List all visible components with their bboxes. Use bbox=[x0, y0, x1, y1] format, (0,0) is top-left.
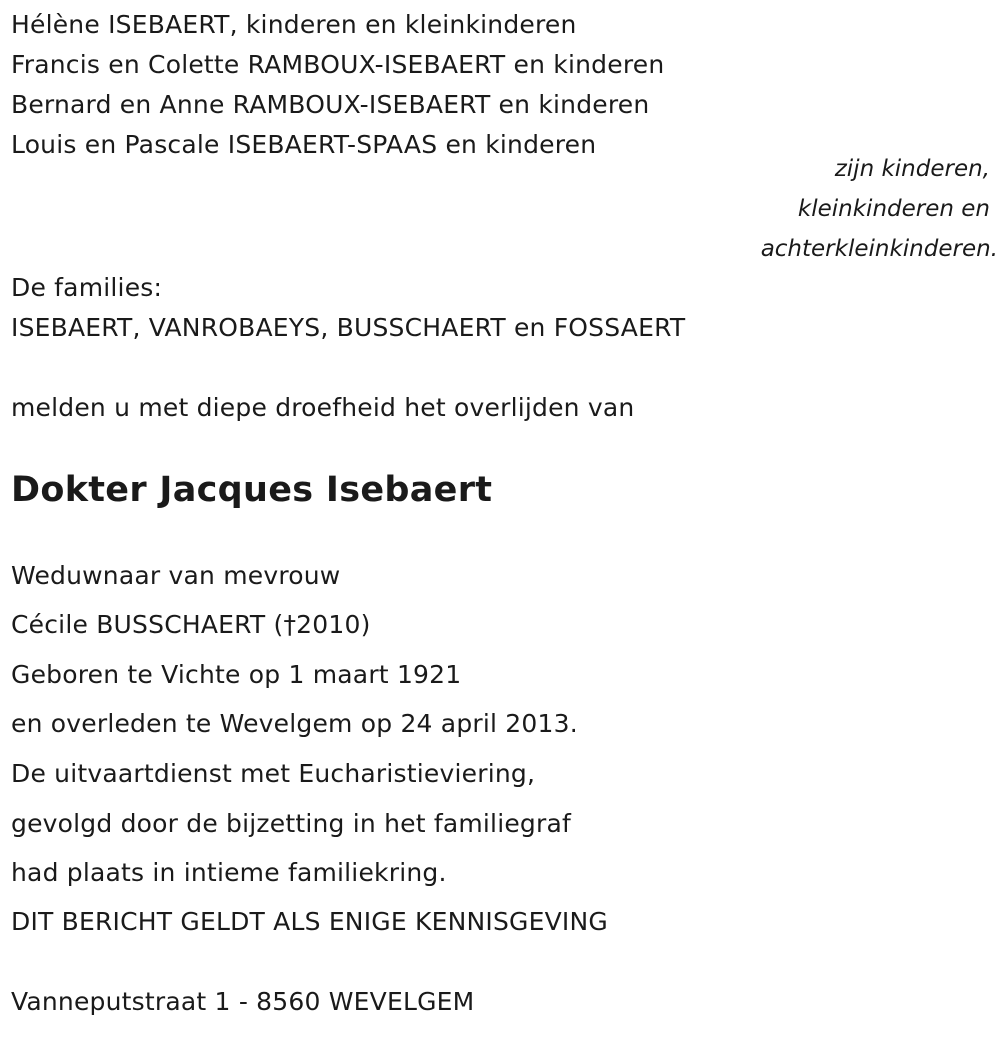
detail-line: had plaats in intieme familiekring. bbox=[11, 858, 447, 887]
deceased-name: Dokter Jacques Isebaert bbox=[11, 470, 493, 510]
family-line: Bernard en Anne RAMBOUX-ISEBAERT en kinderen bbox=[11, 90, 650, 119]
detail-line: Weduwnaar van mevrouw bbox=[11, 561, 341, 590]
detail-line: De uitvaartdienst met Eucharistieviering, bbox=[11, 759, 536, 788]
families-label: De families: bbox=[11, 273, 163, 302]
family-line: Francis en Colette RAMBOUX-ISEBAERT en kinderen bbox=[11, 50, 665, 79]
relation-line: kleinkinderen en bbox=[797, 196, 990, 222]
announcement-text: melden u met diepe droefheid het overlijden van bbox=[11, 393, 635, 422]
detail-line: gevolgd door de bijzetting in het familiegraf bbox=[11, 809, 572, 838]
detail-line: Cécile BUSSCHAERT (†2010) bbox=[11, 610, 371, 639]
address: Vanneputstraat 1 - 8560 WEVELGEM bbox=[11, 987, 475, 1016]
families-names: ISEBAERT, VANROBAEYS, BUSSCHAERT en FOSSAERT bbox=[11, 313, 686, 342]
relation-line: zijn kinderen, bbox=[834, 156, 990, 182]
detail-line: Geboren te Vichte op 1 maart 1921 bbox=[11, 660, 462, 689]
relation-line: achterkleinkinderen. bbox=[760, 236, 998, 262]
notice-statement: DIT BERICHT GELDT ALS ENIGE KENNISGEVING bbox=[11, 907, 608, 936]
family-line: Louis en Pascale ISEBAERT-SPAAS en kinderen bbox=[11, 130, 597, 159]
detail-line: en overleden te Wevelgem op 24 april 2013. bbox=[11, 709, 578, 738]
family-line: Hélène ISEBAERT, kinderen en kleinkinderen bbox=[11, 10, 577, 39]
